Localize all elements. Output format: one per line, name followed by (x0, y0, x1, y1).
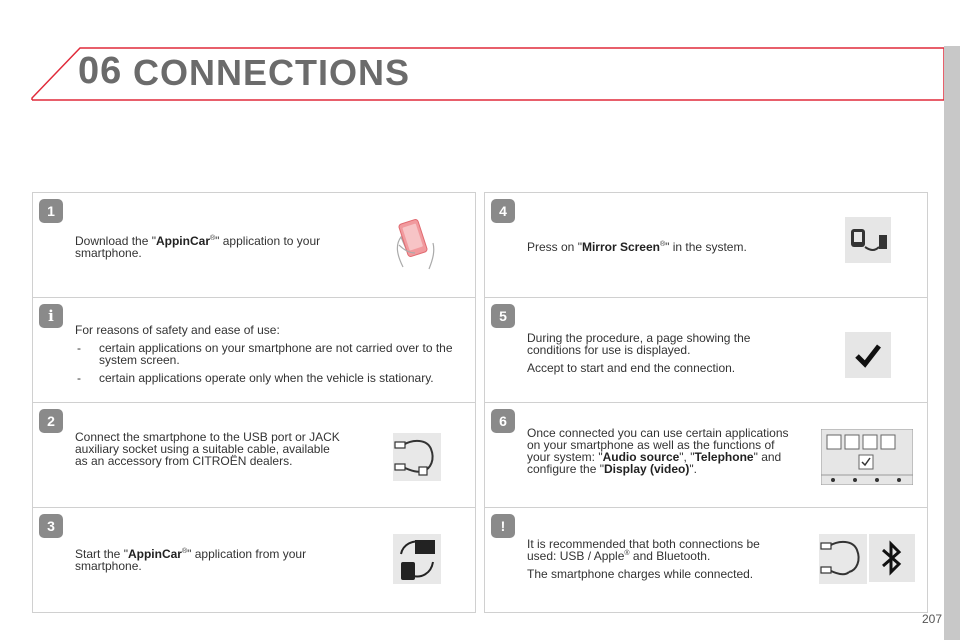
step-1-text: Download the "AppinCar®" application to your smartphone. (75, 234, 321, 260)
step-3-text: Start the "AppinCar®" application from your smartphone. (75, 547, 307, 573)
system-screen-icon (821, 429, 913, 485)
chapter-number: 06 (78, 50, 123, 92)
smartphone-hand-icon (389, 215, 449, 271)
usb-jack-cable-icon (393, 433, 441, 481)
step-6-text: Once connected you can use certain applications on your smartphone as well as the functions of your system: "Audio source", "Telephone" and configure the "Display (video)". (527, 426, 789, 476)
step-badge: 4 (491, 199, 515, 223)
step-3-panel (32, 507, 476, 613)
step-1-panel (32, 192, 476, 297)
info-bullet: - certain applications operate only when the vehicle is stationary. (75, 372, 465, 384)
step-badge: 6 (491, 409, 515, 433)
info-bullet: - certain applications on your smartphone are not carried over to the system screen. (75, 342, 465, 366)
step-6-panel (484, 402, 928, 507)
warning-panel (484, 507, 928, 613)
right-column (484, 192, 928, 610)
step-4-panel (484, 192, 928, 297)
page-side-bar (944, 46, 960, 640)
warning-text: It is recommended that both connections be used: USB / Apple® and Bluetooth. The smartphone charges while connected. (527, 537, 760, 581)
step-5-text: During the procedure, a page showing the conditions for use is displayed. Accept to start and end the connection. (527, 331, 751, 375)
info-panel (32, 297, 476, 402)
info-text: For reasons of safety and ease of use: - certain applications on your smartphone are not carried over to the system screen. - certain applications operate only when the vehicle is stationary. (75, 324, 465, 390)
mirror-screen-icon (845, 217, 891, 263)
check-icon (845, 332, 891, 378)
page-number: 207 (921, 612, 942, 626)
step-badge: 1 (39, 199, 63, 223)
step-badge: 2 (39, 409, 63, 433)
step-2-text: Connect the smartphone to the USB port or JACK auxiliary socket using a suitable cable, available as an accessory from CITROËN dealers. (75, 430, 340, 468)
step-4-text: Press on "Mirror Screen®" in the system. (527, 240, 747, 254)
sync-phone-icon (393, 534, 441, 584)
step-badge: 5 (491, 304, 515, 328)
step-2-panel (32, 402, 476, 507)
bluetooth-icon (869, 534, 915, 582)
usb-cable-icon (819, 534, 867, 584)
step-badge: 3 (39, 514, 63, 538)
warning-badge: ! (491, 514, 515, 538)
step-5-panel (484, 297, 928, 402)
info-badge: i (39, 304, 63, 328)
left-column (32, 192, 476, 610)
chapter-title: CONNECTIONS (133, 52, 411, 93)
